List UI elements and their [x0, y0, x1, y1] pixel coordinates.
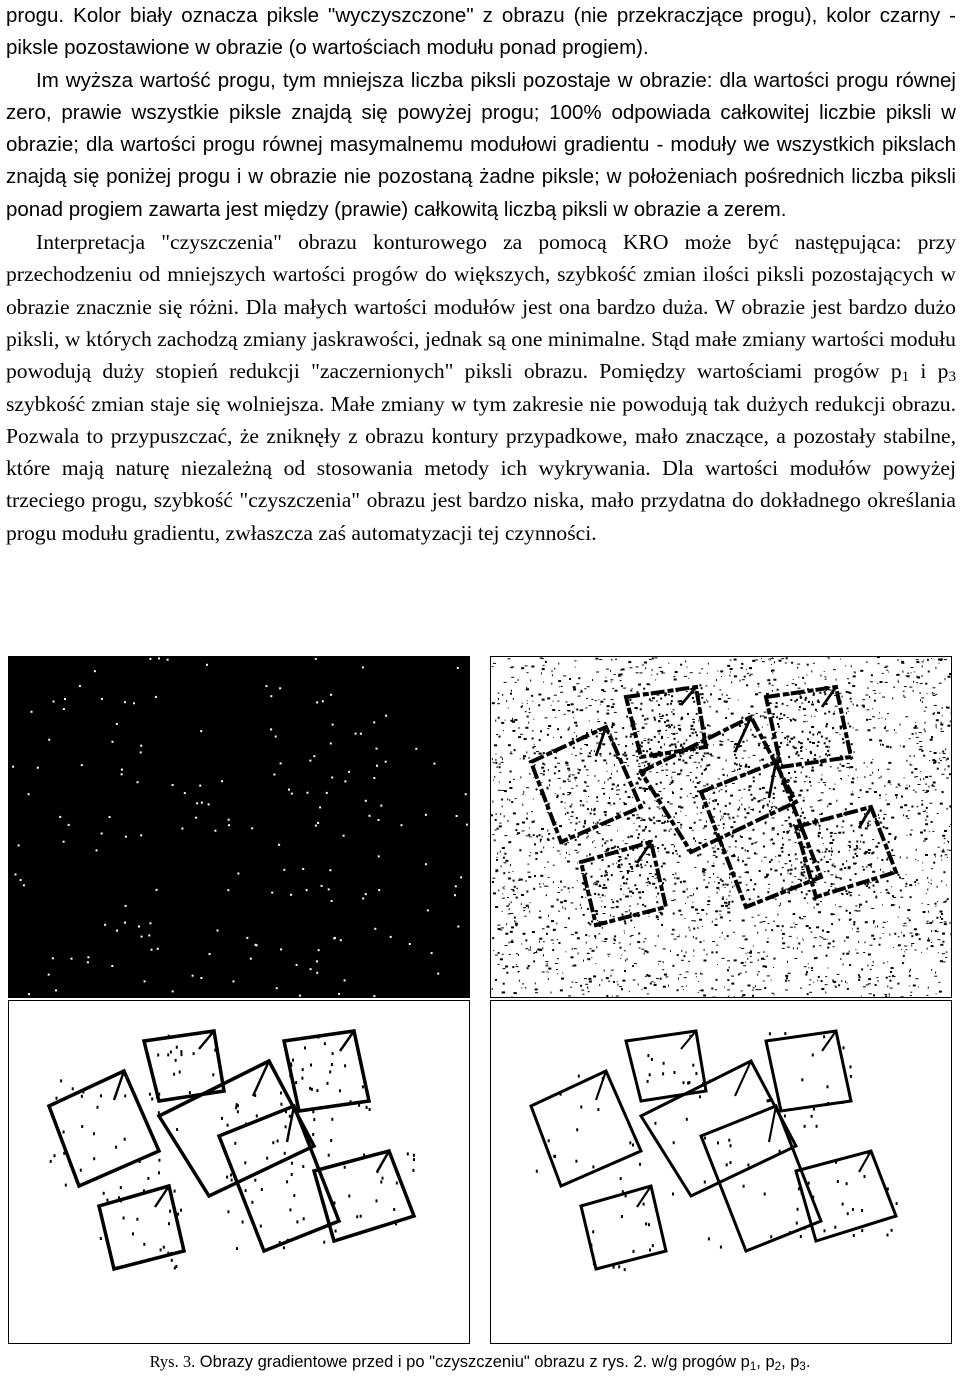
- paragraph-3c: W obrazie jest bardzo dużo piksli, w których zachodzą zmiany jaskrawości, jednak są one minimalne.: [6, 294, 956, 351]
- paragraph-3h: Dla wartości modułów powyżej trzeciego progu, szybkość "czyszczenia" obrazu jest bardzo niska, mało przydatna do dokładnego określania progu modułu gradientu, zwłaszcza zaś automatyzacji tej czynności.: [6, 456, 956, 545]
- noise-dots-figure: [8, 656, 470, 998]
- gradient-image-threshold-p1: [490, 656, 952, 998]
- caption-label: Rys. 3.: [149, 1352, 196, 1371]
- paragraph-3a: Interpretacja "czyszczenia" obrazu konturowego za pomocą KRO może być następująca: przy przechodzeniu od mniejszych wartości progów do większych, szybkość zmian ilości piksli pozostających w obrazie znacznie się różni.: [6, 230, 956, 319]
- cleaned-blocks-figure-1: [9, 1001, 469, 1343]
- paragraph-3f: Małe zmiany w tym zakresie nie powodują tak dużych redukcji obrazu.: [330, 391, 956, 416]
- caption-text: Obrazy gradientowe przed i po "czyszczeniu" obrazu z rys. 2. w/g progów $p_1$, $p_2$, $p_3$.: [195, 1353, 811, 1373]
- paragraph-3b: Dla małych wartości modułów jest ona bardzo duża.: [245, 294, 709, 319]
- cleaned-blocks-figure-2: [491, 1001, 951, 1343]
- figure-caption: [0, 1352, 960, 1372]
- gradient-image-unfiltered: [8, 656, 470, 998]
- paragraph-3d: Stąd małe zmiany wartości modułu powodują duży stopień redukcji "zaczernionych" piksli obrazu.: [6, 326, 956, 384]
- paragraph-2-text: Im wyższa wartość progu, tym mniejsza liczba piksli pozostaje w obrazie: dla wartości progu równej zero, prawie wszystkie piksle znajdą się powyżej progu; 100% odpowiada całkowitej liczbie piksli w obrazie; dla wartości progu równej masymalnemu modułowi gradientu - moduły we wszystkich pikslach znajdą się poniżej progu i w obrazie nie pozostaną żadne piksle; w położeniach pośrednich liczba piksli ponad progiem zawarta jest między (prawie) całkowitą liczbą piksli w obrazie a zerem.: [6, 68, 956, 221]
- paragraph-1-text: progu. Kolor biały oznacza piksle "wyczyszczone" z obrazu (nie przekraczjące progu), kolor czarny - piksle pozostawione w obrazie (o wartościach modułu ponad progiem).: [6, 4, 956, 60]
- paragraph-threshold: [6, 65, 956, 226]
- body-text: [6, 0, 956, 549]
- speckled-blocks-figure: [491, 657, 951, 997]
- paragraph-interpretation: [6, 226, 956, 549]
- paragraph-continuation: [6, 0, 956, 65]
- paragraph-3e: Pomiędzy wartościami progów $p_1$ i $p_3$ szybkość zmian staje się wolniejsza.: [6, 359, 957, 416]
- gradient-image-threshold-p2: [8, 1000, 470, 1344]
- gradient-image-threshold-p3: [490, 1000, 952, 1344]
- paragraph-3g: Pozwala to przypuszczać, że zniknęły z obrazu kontury przypadkowe, mało znaczące, a pozostały stabilne, które mają naturę niezależną od stosowania metody ich wykrywania.: [6, 423, 956, 481]
